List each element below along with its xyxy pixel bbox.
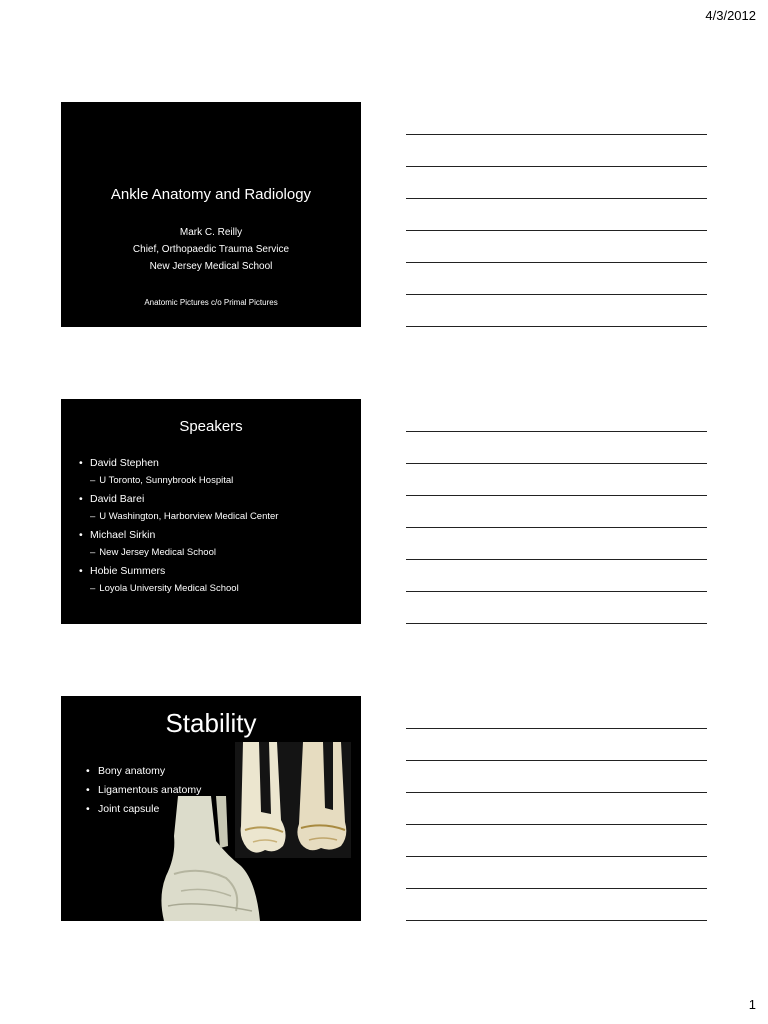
note-line: [406, 294, 707, 295]
note-line: [406, 888, 707, 889]
header-date: 4/3/2012: [705, 8, 756, 23]
speaker-affiliation: – U Toronto, Sunnybrook Hospital: [79, 472, 278, 490]
stability-bullet: • Bony anatomy: [86, 762, 201, 781]
note-line: [406, 262, 707, 263]
note-line: [406, 463, 707, 464]
author-institution: New Jersey Medical School: [149, 261, 273, 272]
stability-bullet-list: [86, 762, 201, 819]
note-line: [406, 760, 707, 761]
note-line: [406, 856, 707, 857]
note-line: [406, 527, 707, 528]
note-line: [406, 134, 707, 135]
note-line: [406, 230, 707, 231]
note-line: [406, 166, 707, 167]
note-line: [406, 198, 707, 199]
speaker-name: • Hobie Summers: [79, 562, 278, 580]
speaker-affiliation: – U Washington, Harborview Medical Center: [79, 508, 278, 526]
note-line: [406, 728, 707, 729]
stability-bullet: • Ligamentous anatomy: [86, 781, 201, 800]
author-block: [61, 224, 361, 275]
slide-title: [61, 102, 361, 327]
note-line: [406, 559, 707, 560]
speaker-list: [79, 454, 278, 598]
note-line: [406, 591, 707, 592]
note-line: [406, 495, 707, 496]
author-name: Mark C. Reilly: [179, 227, 243, 238]
slide-speakers: [61, 399, 361, 624]
note-line: [406, 824, 707, 825]
slide-stability: [61, 696, 361, 921]
note-line: [406, 920, 707, 921]
note-line: [406, 623, 707, 624]
note-line: [406, 431, 707, 432]
page-number: 1: [748, 997, 756, 1012]
speaker-affiliation: – New Jersey Medical School: [79, 544, 278, 562]
speaker-name: • David Stephen: [79, 454, 278, 472]
slide-speakers-heading: Speakers: [179, 418, 243, 435]
slide-title-heading: Ankle Anatomy and Radiology: [110, 186, 312, 203]
note-line: [406, 792, 707, 793]
picture-credit: Anatomic Pictures c/o Primal Pictures: [144, 298, 278, 307]
note-line: [406, 326, 707, 327]
bone-photo-right: [293, 742, 351, 858]
slide-stability-heading: Stability: [165, 708, 257, 738]
speaker-name: • Michael Sirkin: [79, 526, 278, 544]
speaker-name: • David Barei: [79, 490, 278, 508]
stability-bullet: • Joint capsule: [86, 800, 201, 819]
author-position: Chief, Orthopaedic Trauma Service: [132, 244, 290, 255]
speaker-affiliation: – Loyola University Medical School: [79, 580, 278, 598]
